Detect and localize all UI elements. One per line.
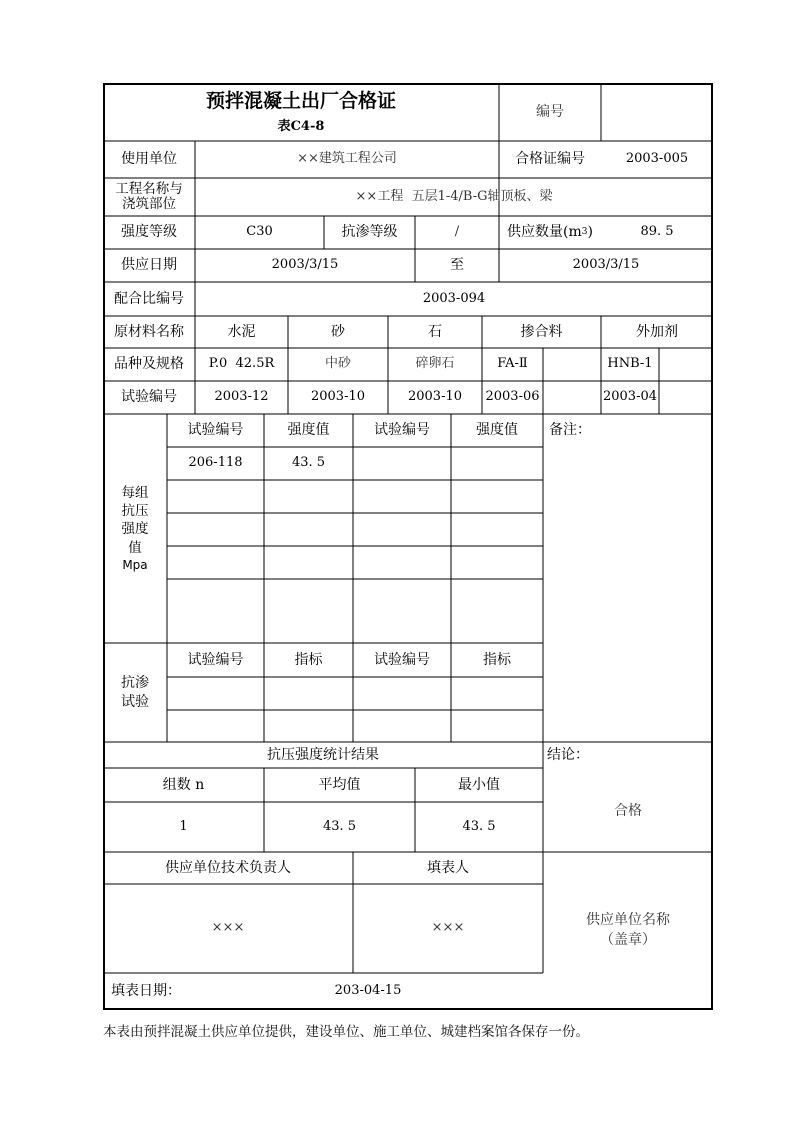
raw-material-label: 原材料名称 [114, 323, 184, 340]
supply-date-label: 供应日期 [121, 257, 177, 274]
minimum-value: 43. 5 [462, 818, 496, 834]
project-value: ××工程 五层1-4/B-G轴顶板、梁 [355, 188, 553, 204]
material-spec [659, 348, 713, 381]
material-test-no [659, 381, 713, 414]
material-name: 砂 [331, 323, 345, 340]
compressive-cell: 206-118 [188, 455, 243, 471]
compressive-label-line: 值 [128, 539, 142, 556]
material-test-no: 2003-04 [602, 389, 658, 405]
material-name: 水泥 [227, 323, 256, 340]
test-no-label: 试验编号 [121, 389, 177, 406]
fill-date-value: 203-04-15 [334, 983, 402, 999]
strength-grade-value: C30 [246, 224, 273, 240]
compressive-cell: 43. 5 [291, 455, 326, 471]
certificate-form [103, 83, 713, 1010]
supply-qty-label [499, 216, 601, 249]
material-spec: P.0 42.5R [208, 356, 275, 372]
group-count-label: 组数 n [162, 776, 205, 793]
filler-label: 填表人 [427, 859, 469, 876]
serial-no-value [601, 83, 713, 141]
tech-lead-label: 供应单位技术负责人 [165, 859, 291, 876]
impermeability-header-index: 指标 [483, 651, 511, 668]
serial-no-label: 编号 [536, 103, 564, 120]
group-count-value: 1 [179, 818, 188, 834]
supply-date-to-label: 至 [450, 257, 464, 274]
impermeability-header-test-no: 试验编号 [187, 651, 244, 668]
average-value: 43. 5 [322, 818, 357, 834]
strength-grade-label: 强度等级 [121, 224, 177, 241]
compressive-cell [353, 447, 451, 480]
material-name: 掺合料 [520, 323, 563, 340]
impermeability-label-line: 试验 [121, 693, 149, 710]
tech-lead-value: ××× [211, 920, 245, 936]
supply-qty-value: 89. 5 [640, 224, 674, 240]
compressive-label-line: 每组 [121, 484, 149, 501]
material-test-no: 2003-10 [407, 389, 463, 405]
impermeability-header-test-no: 试验编号 [374, 651, 430, 668]
mix-no-value: 2003-094 [422, 290, 486, 306]
material-test-no: 2003-10 [310, 389, 366, 405]
project-label-line2: 浇筑部位 [122, 196, 176, 212]
supplier-seal [543, 852, 713, 1010]
material-test-no [543, 381, 601, 414]
user-unit-value: ××建筑工程公司 [297, 151, 397, 167]
compressive-cell [451, 447, 543, 480]
supply-qty-label-prefix: 供应数量(m [507, 224, 582, 241]
material-name: 外加剂 [636, 323, 678, 340]
project-label [103, 178, 195, 216]
mix-no-label: 配合比编号 [114, 290, 184, 307]
material-spec: HNB-1 [607, 356, 653, 372]
project-label-line1: 工程名称与 [115, 181, 183, 198]
impermeability-header-index: 指标 [294, 651, 323, 668]
impermeability-grade-label: 抗渗等级 [341, 224, 398, 241]
impermeability-test-label [103, 643, 167, 742]
filler-value: ××× [431, 920, 465, 936]
remarks-label: 备注： [549, 422, 591, 439]
material-test-no: 2003-06 [485, 389, 540, 405]
cert-no-label: 合格证编号 [515, 151, 585, 168]
form-title: 预拌混凝土出厂合格证 [205, 90, 396, 113]
footnote: 本表由预拌混凝土供应单位提供，建设单位、施工单位、城建档案馆各保存一份。 [103, 1024, 589, 1040]
conclusion-value: 合格 [614, 802, 642, 819]
table-number: 表C4-8 [277, 118, 325, 134]
supply-date-from: 2003/3/15 [271, 257, 339, 273]
compressive-strength-label [103, 414, 167, 643]
variety-spec-label: 品种及规格 [114, 356, 184, 373]
compressive-header-test-no: 试验编号 [187, 422, 244, 439]
compressive-label-line: 强度 [121, 521, 149, 538]
material-spec: FA-Ⅱ [497, 356, 528, 372]
material-spec: 碎卵石 [415, 356, 455, 372]
user-unit-label: 使用单位 [121, 151, 177, 168]
material-test-no: 2003-12 [214, 389, 269, 405]
stats-title: 抗压强度统计结果 [267, 746, 379, 763]
compressive-header-test-no: 试验编号 [374, 422, 430, 439]
compressive-label-line: 抗压 [121, 503, 149, 520]
supplier-seal-line1: 供应单位名称 [586, 912, 670, 929]
material-name: 石 [428, 323, 442, 340]
compressive-label-line: Mpa [122, 557, 148, 572]
compressive-header-strength: 强度值 [287, 422, 330, 439]
conclusion-label: 结论： [547, 746, 589, 763]
cert-no-value: 2003-005 [625, 151, 689, 167]
compressive-header-strength: 强度值 [476, 422, 518, 439]
supply-qty-label-sup: 3 [581, 227, 588, 238]
fill-date-label: 填表日期： [111, 983, 181, 1000]
impermeability-grade-value: / [454, 224, 460, 240]
supply-date-to: 2003/3/15 [572, 257, 640, 273]
material-spec: 中砂 [324, 356, 351, 372]
material-spec [543, 348, 601, 381]
supplier-seal-line2: （盖章） [600, 932, 656, 948]
average-label: 平均值 [318, 776, 361, 793]
minimum-label: 最小值 [458, 776, 500, 793]
supply-qty-label-suffix: ) [587, 224, 593, 241]
impermeability-label-line: 抗渗 [121, 674, 149, 691]
